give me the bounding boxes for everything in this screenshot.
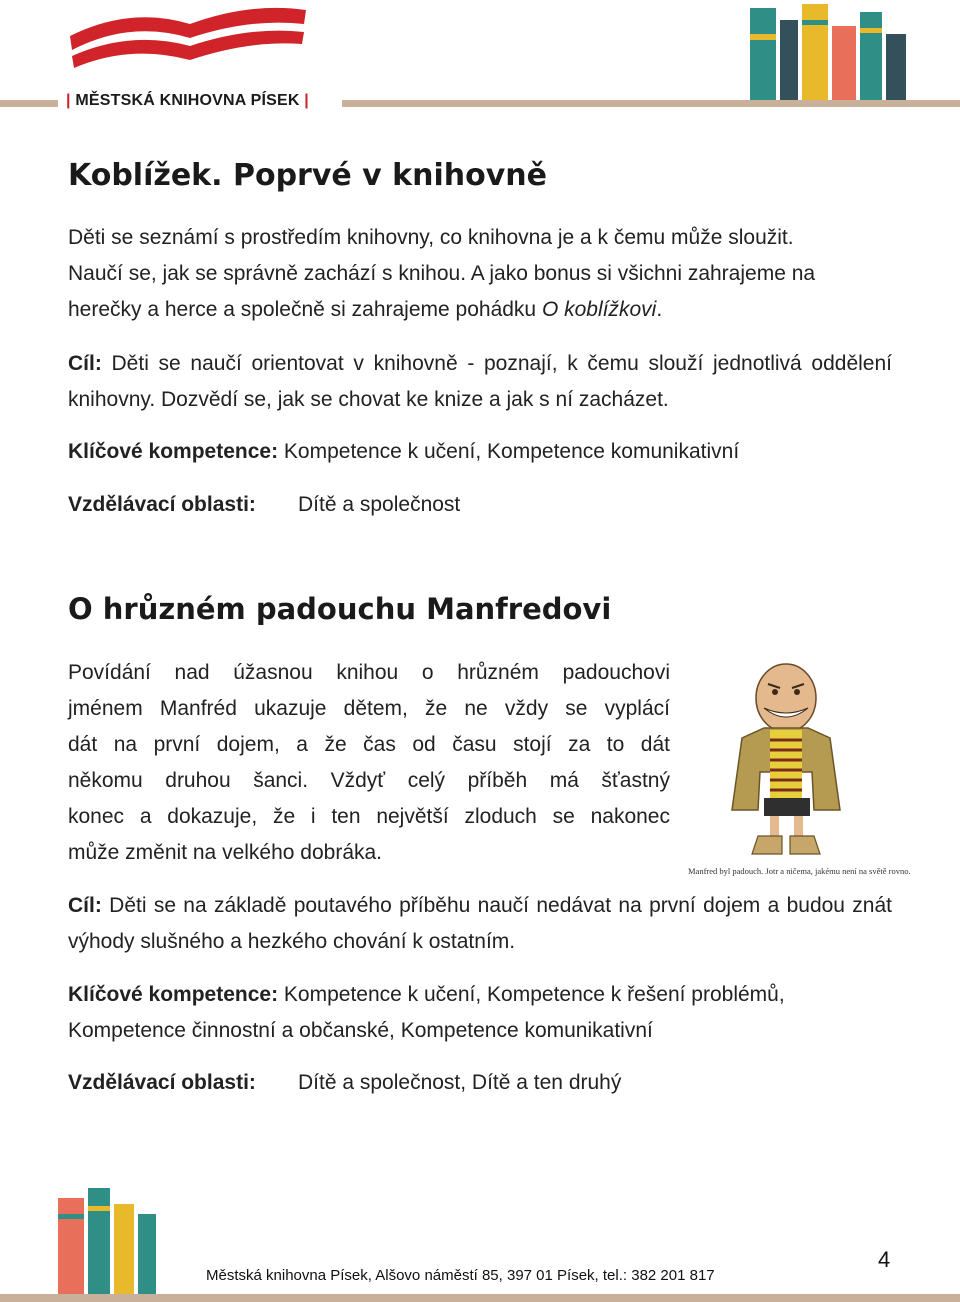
section2-intro: Povídání nad úžasnou knihou o hrůzném padouchovi jménem Manfréd ukazuje dětem, že ne vždy se vyplácí dát na první dojem, a že čas od času stojí za to dát někomu druhou šanci. Vždyť celý příběh má šťastný konec a dokazuje, že i ten největší zloduch se nakonec může změnit na velkého dobráka. [68,661,670,864]
header-rule-left [0,100,58,107]
section2-competences: Klíčové kompetence: Kompetence k učení, Kompetence k řešení problémů, Kompetence činnostní a občanské, Kompetence komunikativní [68,983,785,1042]
section1-goal: Cíl: Děti se naučí orientovat v knihovně - poznají, k čemu slouží jednotlivá oddělení knihovny. Dozvědí se, jak se chovat ke knize a jak s ní zacházet. [68,352,892,411]
section2-area-value: Dítě a společnost, Dítě a ten druhý [298,1071,622,1094]
library-logo [60,0,320,80]
books-icon [746,4,910,104]
section1-competences: Klíčové kompetence: Kompetence k učení, Kompetence komunikativní [68,440,740,463]
villain-figure-icon [684,660,890,860]
section1-area-label: Vzdělávací oblasti: [68,493,256,516]
section2-goal: Cíl: Děti se na základě poutavého příběhu naučí nedávat na první dojem a budou znát výhody slušného a hezkého chování k ostatním. [68,894,892,953]
footer-address: Městská knihovna Písek, Alšovo náměstí 85, 397 01 Písek, tel.: 382 201 817 [206,1267,715,1284]
footer-rule [0,1294,960,1302]
org-name: | MĚSTSKÁ KNIHOVNA PÍSEK | [66,92,309,109]
footer-books-icon [56,1184,160,1294]
section1-area-value: Dítě a společnost [298,493,461,516]
page-number: 4 [878,1247,891,1272]
section1-intro: Děti se seznámí s prostředím knihovny, co knihovna je a k čemu může sloužit. Naučí se, jak se správně zachází s knihou. A jako bonus si všichni zahrajeme na herečky a herce a společně si zahrajeme pohádku O koblížkovi. [68,226,816,321]
fairytale-title: O koblížkovi [541,298,657,321]
section2-area-label: Vzdělávací oblasti: [68,1071,256,1094]
image-caption: Manfred byl padouch. Jotr a ničema, jakému není na světě rovno. [688,866,911,876]
section-title-manfred: O hrůzném padouchu Manfredovi [68,592,612,626]
manfred-illustration [684,660,911,882]
section-title-koblizek: Koblížek. Poprvé v knihovně [68,158,548,193]
